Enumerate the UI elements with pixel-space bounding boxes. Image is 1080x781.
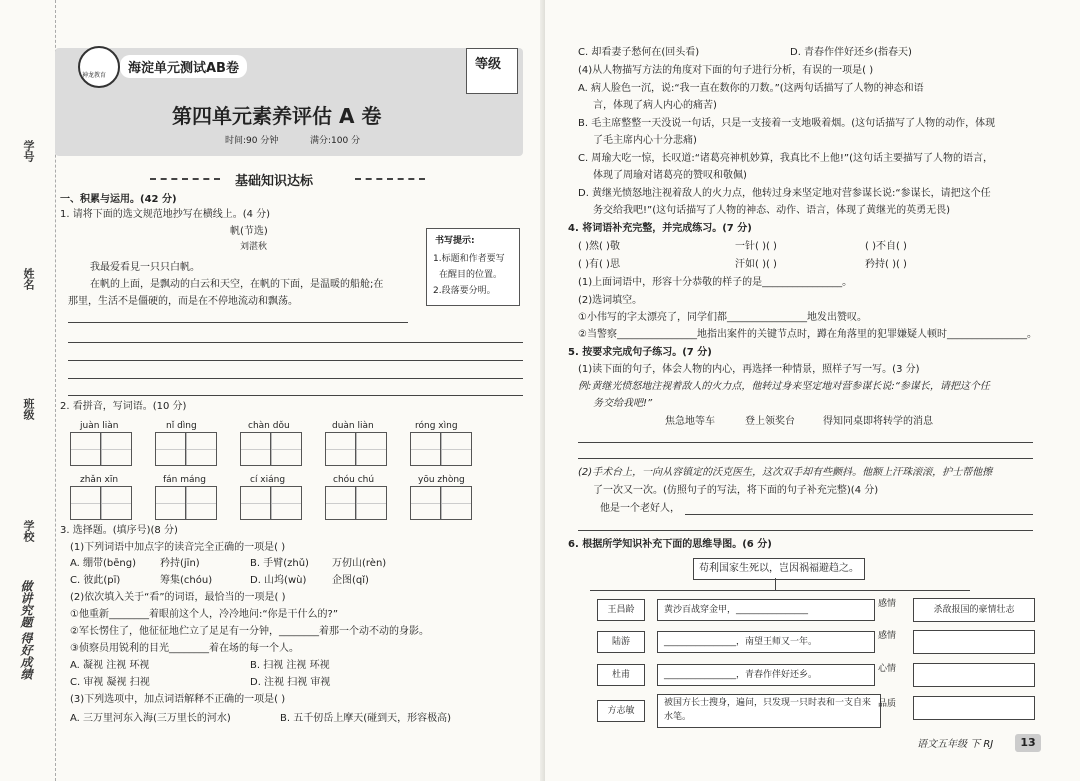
mindmap-node-name: 方志敏 [597, 700, 645, 722]
banner-rule-right [355, 178, 425, 180]
option: 筹集(chóu) [160, 575, 213, 586]
q4-blank[interactable]: ( )然( )敬 [578, 241, 620, 252]
mindmap-tag: 感情 [878, 599, 897, 609]
tip-2: 2.段落要分明。 [433, 286, 496, 296]
pinyin: róng xìng [415, 421, 458, 431]
logo-text: 神龙教育 [82, 72, 107, 79]
q3-s2-line: ②军长愣住了，他征征地伫立了足足有一分钟，________着那一个动不动的身影。 [70, 626, 429, 637]
writing-grid[interactable] [155, 486, 217, 520]
answer-line[interactable] [578, 458, 1033, 459]
writing-grid[interactable] [410, 432, 472, 466]
q3-s3: (3)下列选项中，加点词语解释不正确的一项是( ) [70, 694, 286, 705]
mindmap-tag: 品质 [878, 699, 897, 709]
option: C. 彼此(pī) [70, 575, 121, 586]
q4-blank[interactable]: 矜持( )( ) [865, 259, 907, 270]
pinyin: yōu zhòng [418, 475, 465, 485]
option: C. 却看妻子愁何在(回头看) [578, 47, 700, 58]
mindmap-node-end: 杀敌报国的豪情壮志 [913, 598, 1035, 622]
mindmap-root: 苟利国家生死以，岂因祸福避趋之。 [693, 558, 865, 580]
option: A. 三万里河东入海(三万里长的河水) [70, 713, 231, 724]
mindmap-node-mid: ________________，青春作伴好还乡。 [657, 664, 875, 686]
q4-s2b: ②当警察________________地指出案件的关键节点时，蹲在角落里的犯罪嫌疑人顿时________________。 [578, 329, 1037, 340]
q5-example: 务交给我吧!” [593, 398, 653, 409]
s4-opt: 了毛主席内心十分悲痛) [593, 135, 697, 146]
pinyin: duàn liàn [332, 421, 374, 431]
q4-stem: 4. 将词语补充完整，并完成练习。(7 分) [568, 223, 752, 234]
tips-title: 书写提示: [435, 236, 475, 246]
pinyin: cí xiáng [250, 475, 286, 485]
writing-grid[interactable] [325, 432, 387, 466]
copy-line[interactable] [68, 322, 408, 323]
scene-option: 登上领奖台 [745, 416, 795, 427]
poem-line-1: 我最爱看見一只只白帆。 [90, 262, 200, 273]
scene-option: 得知同桌即将转学的消息 [823, 416, 933, 427]
mindmap-node-name: 王昌龄 [597, 599, 645, 621]
part1-heading: 一、积累与运用。(42 分) [60, 194, 177, 205]
poem-title: 帆(节选) [230, 226, 268, 237]
answer-line[interactable] [578, 530, 1033, 531]
mindmap-node-mid: ________________，南望王师又一年。 [657, 631, 875, 653]
pinyin: juàn liàn [80, 421, 119, 431]
q4-s2: (2)选词填空。 [578, 295, 643, 306]
name-label: 姓名 [22, 268, 35, 290]
writing-grid[interactable] [70, 486, 132, 520]
answer-line[interactable] [685, 514, 1033, 515]
q4-blank[interactable]: 汗如( )( ) [735, 259, 777, 270]
writing-grid[interactable] [240, 432, 302, 466]
mindmap-spine [585, 580, 586, 715]
footer-book: 语文五年级 下 RJ [917, 739, 994, 750]
writing-tips-box [426, 228, 520, 306]
slogan: 做讲究题 得好成绩 [19, 580, 33, 681]
option: B. 五千仞岳上摩天(碰到天，形容极高) [280, 713, 452, 724]
poem-line-2: 在帆的上面，是飘动的白云和天空，在帆的下面，是温暖的船舱;在 [90, 279, 384, 290]
q6-stem: 6. 根据所学知识补充下面的思维导图。(6 分) [568, 539, 772, 550]
exam-score: 满分:100 分 [310, 136, 361, 146]
q5-s2: (2)手术台上，一向从容镇定的沃克医生，这次双手却有些颤抖。他额上汗珠滚滚，护士帮他擦 [578, 467, 993, 478]
q5-s2-start: 他是一个老好人， [600, 503, 680, 514]
q5-s2: 了一次又一次。(仿照句子的写法，将下面的句子补充完整)(4 分) [593, 485, 879, 496]
copy-line[interactable] [68, 395, 523, 396]
q3-stem: 3. 选择题。(填序号)(8 分) [60, 525, 178, 536]
scene-option: 焦急地等车 [665, 416, 715, 427]
q4-blank[interactable]: ( )有( )思 [578, 259, 620, 270]
section-banner: 基础知识达标 [235, 174, 314, 189]
copy-line[interactable] [68, 342, 523, 343]
page-number: 13 [1015, 734, 1041, 752]
mindmap-answer-box[interactable] [913, 696, 1035, 720]
poem-line-3: 那里，生活不是僵硬的，而是在不停地流动和飘荡。 [68, 296, 298, 307]
mindmap-tag: 心情 [878, 664, 897, 674]
mindmap-node-name: 杜甫 [597, 664, 645, 686]
grade-label: 等级 [475, 57, 502, 72]
q4-blank[interactable]: ( )不自( ) [865, 241, 907, 252]
mindmap-node-mid: 黄沙百战穿金甲，________________ [657, 599, 875, 621]
q2-stem: 2. 看拼音，写词语。(10 分) [60, 401, 187, 412]
option: 万仞山(rèn) [332, 558, 387, 569]
copy-line[interactable] [68, 378, 523, 379]
option: A. 绷带(bēng) [70, 558, 137, 569]
pinyin: chàn dǒu [248, 421, 290, 431]
q5-s1: (1)读下面的句子，体会人物的内心，再选择一种情景，照样子写一写。(3 分) [578, 364, 920, 375]
option: 矜持(jīn) [160, 558, 200, 569]
school-label: 学校 [22, 520, 35, 542]
q5-example: 例:黄继光愤怒地注视着敌人的火力点，他转过身来坚定地对营参谋长说:“参谋长，请把这个任 [578, 381, 990, 392]
banner-rule-left [150, 178, 220, 180]
mindmap-connector [590, 590, 970, 591]
pinyin: fán máng [163, 475, 206, 485]
mindmap-answer-box[interactable] [913, 663, 1035, 687]
pinyin: nǐ dìng [166, 421, 197, 431]
answer-line[interactable] [578, 442, 1033, 443]
writing-grid[interactable] [325, 486, 387, 520]
tip-1b: 在醒目的位置。 [439, 270, 503, 280]
s4-opt: D. 黄继光愤怒地注视着敌人的火力点，他转过身来坚定地对营参谋长说:“参谋长，请把这个任 [578, 188, 991, 199]
s4-opt: C. 周瑜大吃一惊，长叹道:“诸葛亮神机妙算，我真比不上他!”(这句话主要描写了人物的语言， [578, 153, 993, 164]
mindmap-tag: 感情 [878, 631, 897, 641]
option: A. 凝视 注视 环视 [70, 660, 150, 671]
s4-opt: A. 病人脸色一沉，说:“我一直在数你的刀数。”(这两句话描写了人物的神态和语 [578, 83, 924, 94]
exam-title: 第四单元素养评估 A 卷 [172, 104, 382, 128]
s4-opt: 体现了周瑜对诸葛亮的赞叹和敬佩) [593, 170, 747, 181]
s4-opt: 言，体现了病人内心的痛苦) [593, 100, 717, 111]
student-id-label: 学号 [22, 140, 35, 162]
copy-line[interactable] [68, 360, 523, 361]
writing-grid[interactable] [240, 486, 302, 520]
option: D. 青春作伴好还乡(指春天) [790, 47, 912, 58]
option: B. 手臂(zhǔ) [250, 558, 309, 569]
poem-author: 刘湛秋 [240, 242, 268, 252]
mindmap-node-name: 陆游 [597, 631, 645, 653]
grade-box [466, 48, 518, 94]
mindmap-connector [775, 578, 776, 590]
q3-s2-line: ①他重新________着眼前这个人，冷冷地问:“你是干什么的?” [70, 609, 339, 620]
q4-s2a: ①小伟写的字太漂亮了，同学们都________________地发出赞叹。 [578, 312, 867, 323]
q1-stem: 1. 请将下面的选文规范地抄写在横线上。(4 分) [60, 209, 271, 220]
pinyin: chóu chú [333, 475, 375, 485]
s4-opt: 务交给我吧!”(这句话描写了人物的神态、动作、语言，体现了黄继光的英勇无畏) [593, 205, 950, 216]
pinyin: zhǎn xīn [80, 475, 119, 485]
option: C. 审视 凝视 扫视 [70, 677, 150, 688]
class-label: 班级 [22, 398, 35, 420]
option: B. 扫视 注视 环视 [250, 660, 330, 671]
q3-s1: (1)下列词语中加点字的读音完全正确的一项是( ) [70, 542, 286, 553]
writing-grid[interactable] [70, 432, 132, 466]
s4-opt: B. 毛主席整整一天没说一句话，只是一支接着一支地吸着烟。(这句话描写了人物的动作，体现 [578, 118, 996, 129]
q4-s1: (1)上面词语中，形容十分恭敬的样子的是________________。 [578, 277, 853, 288]
right-page [545, 0, 1080, 781]
option: 企图(qǐ) [332, 575, 369, 586]
q3-s2: (2)依次填入关于“看”的词语，最恰当的一项是( ) [70, 592, 286, 603]
writing-grid[interactable] [410, 486, 472, 520]
q4-blank[interactable]: 一针( )( ) [735, 241, 777, 252]
option: D. 山坞(wù) [250, 575, 307, 586]
q3-s4: (4)从人物描写方法的角度对下面的句子进行分析，有误的一项是( ) [578, 65, 874, 76]
writing-grid[interactable] [155, 432, 217, 466]
q3-s2-line: ③侦察员用锐利的目光________着在场的每一个人。 [70, 643, 299, 654]
brand-title: 海淀单元测试AB卷 [120, 55, 247, 78]
q5-stem: 5. 按要求完成句子练习。(7 分) [568, 347, 712, 358]
exam-time: 时间:90 分钟 [225, 136, 279, 146]
student-info-sidebar [0, 0, 56, 781]
mindmap-answer-box[interactable] [913, 630, 1035, 654]
publisher-logo [78, 46, 120, 88]
option: D. 注视 扫视 审视 [250, 677, 331, 688]
tip-1: 1.标题和作者要写 [433, 254, 505, 264]
mindmap-node-mid: 被国方长士搜身，遍问，只发现一只时表和一支自来水笔。 [657, 694, 881, 728]
